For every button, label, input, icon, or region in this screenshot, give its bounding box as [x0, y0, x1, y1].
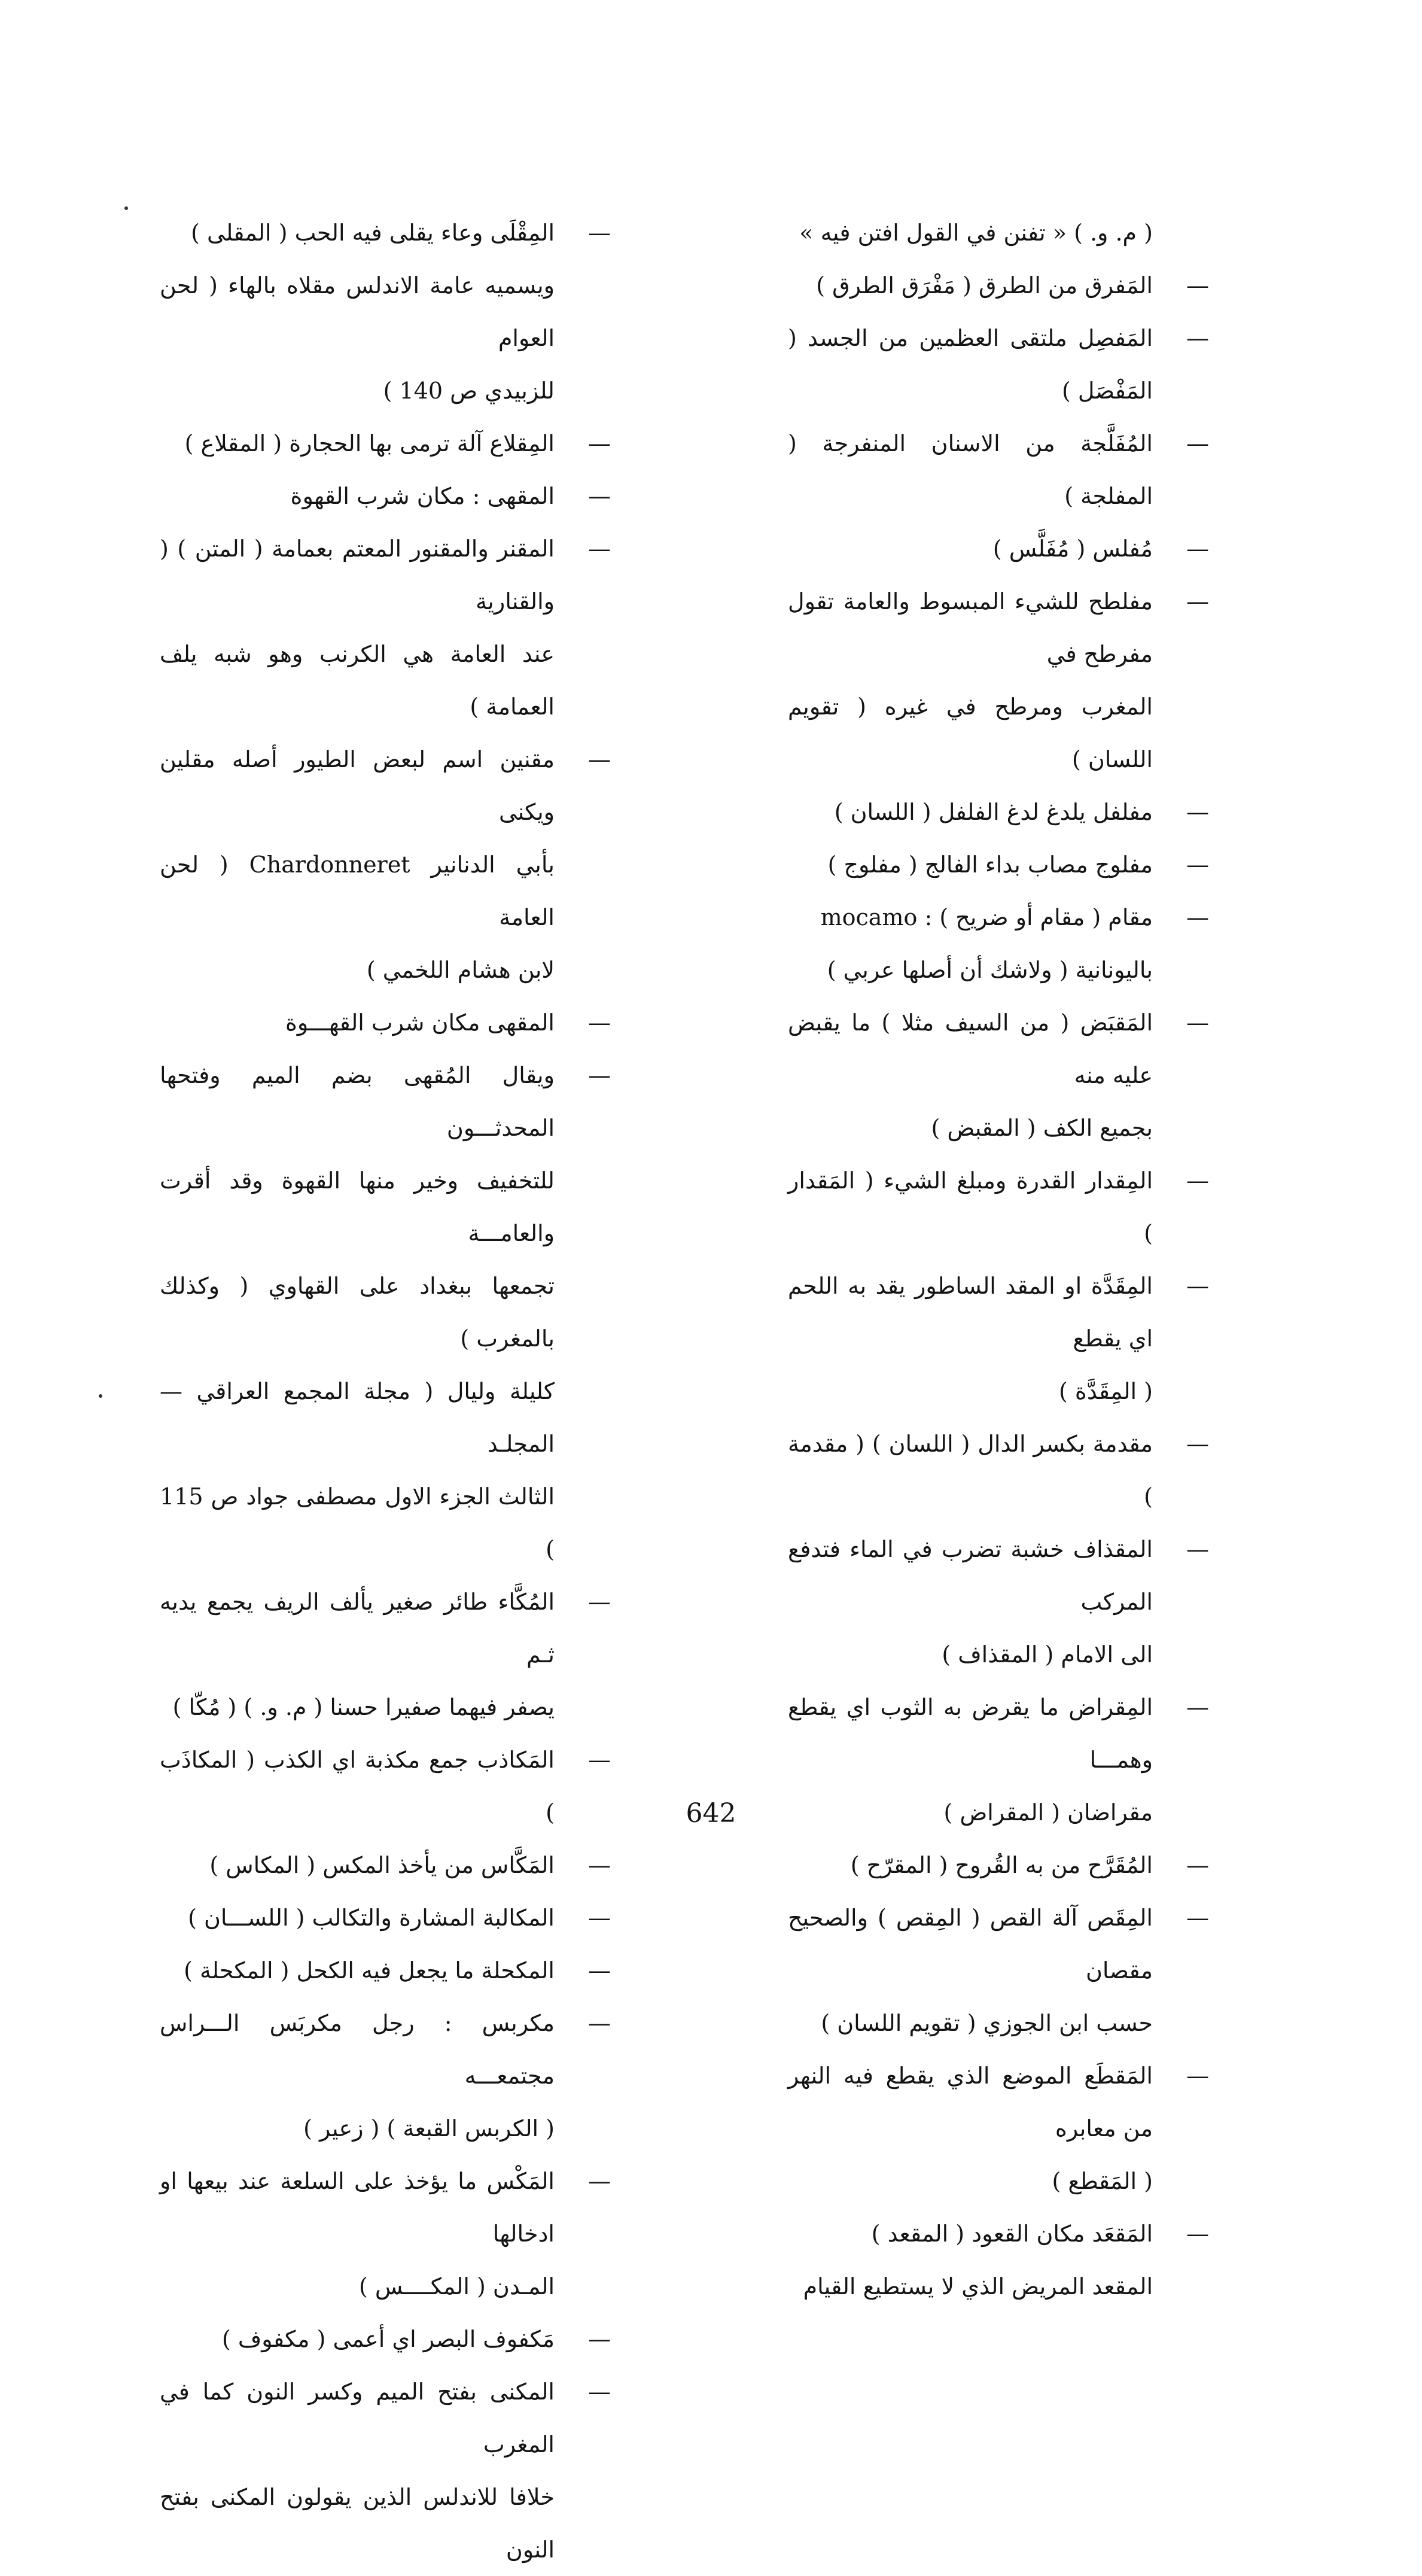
- dictionary-entry: [788, 522, 1219, 575]
- entry-dash: —: [1186, 1167, 1209, 1194]
- entry-text: المقهى مكان شرب القهـــوة: [285, 1009, 555, 1036]
- entry-dash: —: [1186, 799, 1209, 825]
- entry-text: مُفلس ( مُفَلَّس ): [992, 536, 1153, 562]
- entry-dash: —: [588, 430, 611, 457]
- entry-dash: —: [1186, 588, 1209, 615]
- entry-dash: —: [1186, 325, 1209, 351]
- entry-text: المُفَلَّجة من الاسنان المنفرجة ( المفلجة ): [788, 430, 1153, 509]
- dictionary-entry: [160, 1839, 620, 1891]
- entry-text: المقذاف خشبة تضرب في الماء فتدفع المركب الى الامام ( المقذاف ): [788, 1536, 1153, 1668]
- dictionary-entry: [160, 1891, 620, 1944]
- entry-text: المِقَدَّة او المقد الساطور يقد به اللحم اي يقطع ( المِقَدَّة ): [788, 1273, 1153, 1404]
- entry-dash: —: [588, 2010, 611, 2036]
- entry-dash: —: [1186, 1431, 1209, 1457]
- entry-dash: —: [588, 2168, 611, 2194]
- dictionary-entry: [160, 417, 620, 470]
- entry-text: مَكفوف البصر اي أعمى ( مكفوف ): [222, 2326, 555, 2352]
- entry-text: المكحلة ما يجعل فيه الكحل ( المكحلة ): [184, 1957, 555, 1984]
- scan-speck: [124, 206, 128, 210]
- entry-text: ويقال المُقهى بضم الميم وفتحها المحدثـــون للتخفيف وخير منها القهوة وقد أقرت والعامـــة تجمعها ببغداد على القهاوي ( وكذلك بالمغرب ) كليلة وليال ( مجلة المجمع العراقي — المجلـد الثالث الجزء الاول مصطفى جواد ص 115 ): [160, 1062, 555, 1562]
- entry-text: مقدمة بكسر الدال ( اللسان ) ( مقدمة ): [788, 1431, 1153, 1510]
- entry-dash: —: [1186, 2221, 1209, 2247]
- entry-text: المِقراض ما يقرض به الثوب اي يقطع وهمـــا مقراضان ( المقراض ): [788, 1694, 1153, 1826]
- entry-dash: —: [588, 2379, 611, 2405]
- entry-dash: —: [1186, 1852, 1209, 1878]
- entry-text: المَكاذب جمع مكذبة اي الكذب ( المكاذَب ): [160, 1747, 555, 1826]
- dictionary-entry: [788, 1523, 1219, 1681]
- entry-text: المُكَّاء طائر صغير يألف الريف يجمع يديه ثـم يصفر فيهما صفيرا حسنا ( م. و. ) ( مُكّا ): [160, 1589, 555, 1720]
- dictionary-entry: [788, 838, 1219, 891]
- dictionary-entry: [788, 259, 1219, 312]
- dictionary-entry: [788, 1891, 1219, 2049]
- dictionary-entry: [160, 206, 620, 417]
- entry-text: المَقطَع الموضع الذي يقطع فيه النهر من معابره ( المَقطع ): [788, 2063, 1153, 2194]
- entry-text: المَكْس ما يؤخذ على السلعة عند بيعها او ادخالها المـدن ( المكــــس ): [160, 2168, 555, 2300]
- dictionary-entry: [160, 2365, 620, 2576]
- entry-dash: —: [588, 1062, 611, 1088]
- entry-dash: —: [1186, 1694, 1209, 1720]
- entry-text: المِقدار القدرة ومبلغ الشيء ( المَقدار ): [788, 1167, 1153, 1246]
- entry-text: ( م. و. ) « تفنن في القول افتن فيه »: [799, 220, 1153, 246]
- entry-text: المِقلاع آلة ترمى بها الحجارة ( المقلاع ): [184, 430, 555, 457]
- entry-dash: —: [588, 746, 611, 773]
- entry-text: المَقعَد مكان القعود ( المقعد ) المقعد المريض الذي لا يستطيع القيام: [803, 2221, 1153, 2300]
- entry-text: المَكَّاس من يأخذ المكس ( المكاس ): [209, 1852, 555, 1878]
- entry-text: مقنين اسم لبعض الطيور أصله مقلين ويكنى بأبي الدنانير Chardonneret ( لحن العامة لابن هشام اللخمي ): [160, 746, 555, 983]
- entry-dash: —: [1186, 1905, 1209, 1931]
- dictionary-entry: [788, 575, 1219, 786]
- entry-dash: —: [1186, 272, 1209, 299]
- entry-text: مكربس : رجل مكربَس الـــراس مجتمعـــه ( الكربس القبعة ) ( زعير ): [160, 2010, 555, 2142]
- entry-dash: —: [1186, 1273, 1209, 1299]
- entry-dash: —: [588, 1957, 611, 1984]
- dictionary-entry: [788, 1418, 1219, 1523]
- entry-dash: —: [588, 1905, 611, 1931]
- dictionary-entry: [788, 891, 1219, 996]
- dictionary-entry: [788, 996, 1219, 1154]
- dictionary-entry: [160, 1944, 620, 1997]
- dictionary-entry: [160, 2155, 620, 2313]
- dictionary-entry: [160, 733, 620, 996]
- entry-text: المكنى بفتح الميم وكسر النون كما في المغرب خلافا للاندلس الذين يقولون المكنى بفتح النون: [160, 2379, 555, 2563]
- entry-dash: —: [1186, 536, 1209, 562]
- scan-speck: [99, 1394, 102, 1398]
- entry-dash: —: [1186, 1536, 1209, 1562]
- entry-text: مفلوج مصاب بداء الفالج ( مفلوج ): [827, 851, 1153, 878]
- dictionary-entry: [788, 417, 1219, 522]
- entry-dash: —: [588, 2326, 611, 2352]
- dictionary-entry: [160, 1997, 620, 2155]
- dictionary-entry: [788, 1839, 1219, 1891]
- entry-dash: —: [1186, 1009, 1209, 1036]
- right-column: [788, 206, 1219, 2313]
- entry-text: المِقْلَى وعاء يقلى فيه الحب ( المقلى ) ويسميه عامة الاندلس مقلاه بالهاء ( لحن العوام للزبيدي ص 140 ): [160, 220, 555, 404]
- dictionary-entry: [788, 312, 1219, 417]
- entry-text: المقنر والمقنور المعتم بعمامة ( المتن ) ( والقنارية عند العامة هي الكرنب وهو شبه يلف العمامة ): [160, 536, 555, 720]
- dictionary-entry: [160, 2313, 620, 2365]
- entry-text: المكالبة المشارة والتكالب ( اللســـان ): [188, 1905, 555, 1931]
- entry-dash: —: [588, 1747, 611, 1773]
- entry-text: المَفصِل ملتقى العظمين من الجسد ( المَفْصَل ): [788, 325, 1153, 404]
- entry-dash: —: [588, 1852, 611, 1878]
- entry-text: المَفرق من الطرق ( مَفْرَق الطرق ): [816, 272, 1153, 299]
- dictionary-entry: [788, 206, 1219, 259]
- dictionary-entry: [788, 2207, 1219, 2313]
- entry-text: المقهى : مكان شرب القهوة: [290, 483, 555, 509]
- entry-dash: —: [1186, 2063, 1209, 2089]
- dictionary-entry: [788, 786, 1219, 838]
- entry-text: المُقَرَّح من به القُروح ( المقرّح ): [850, 1852, 1153, 1878]
- dictionary-entry: [788, 2049, 1219, 2207]
- dictionary-entry: [160, 470, 620, 522]
- entry-text: مفلفل يلدغ لدغ الفلفل ( اللسان ): [834, 799, 1153, 825]
- left-column: [160, 206, 620, 2576]
- entry-dash: —: [588, 1589, 611, 1615]
- entry-dash: —: [1186, 904, 1209, 930]
- entry-dash: —: [588, 536, 611, 562]
- dictionary-entry: [160, 1576, 620, 1733]
- dictionary-entry: [160, 522, 620, 733]
- entry-text: المَقبَض ( من السيف مثلا ) ما يقبض عليه منه بجميع الكف ( المقبض ): [788, 1009, 1153, 1141]
- entry-dash: —: [588, 483, 611, 509]
- entry-dash: —: [1186, 430, 1209, 457]
- entry-dash: —: [588, 1009, 611, 1036]
- entry-text: مفلطح للشيء المبسوط والعامة تقول مفرطح في المغرب ومرطح في غيره ( تقويم اللسان ): [788, 588, 1153, 773]
- dictionary-entry: [788, 1260, 1219, 1418]
- entry-dash: —: [1186, 851, 1209, 878]
- dictionary-entry: [788, 1154, 1219, 1260]
- entry-text: المِقَص آلة القص ( المِقص ) والصحيح مقصان حسب ابن الجوزي ( تقويم اللسان ): [788, 1905, 1153, 2036]
- dictionary-entry: [160, 996, 620, 1049]
- dictionary-entry: [160, 1049, 620, 1576]
- entry-dash: —: [588, 220, 611, 246]
- page-number: 642: [686, 1798, 736, 1829]
- entry-text: مقام ( مقام أو ضريح ) : mocamo باليونانية ( ولاشك أن أصلها عربي ): [820, 904, 1153, 983]
